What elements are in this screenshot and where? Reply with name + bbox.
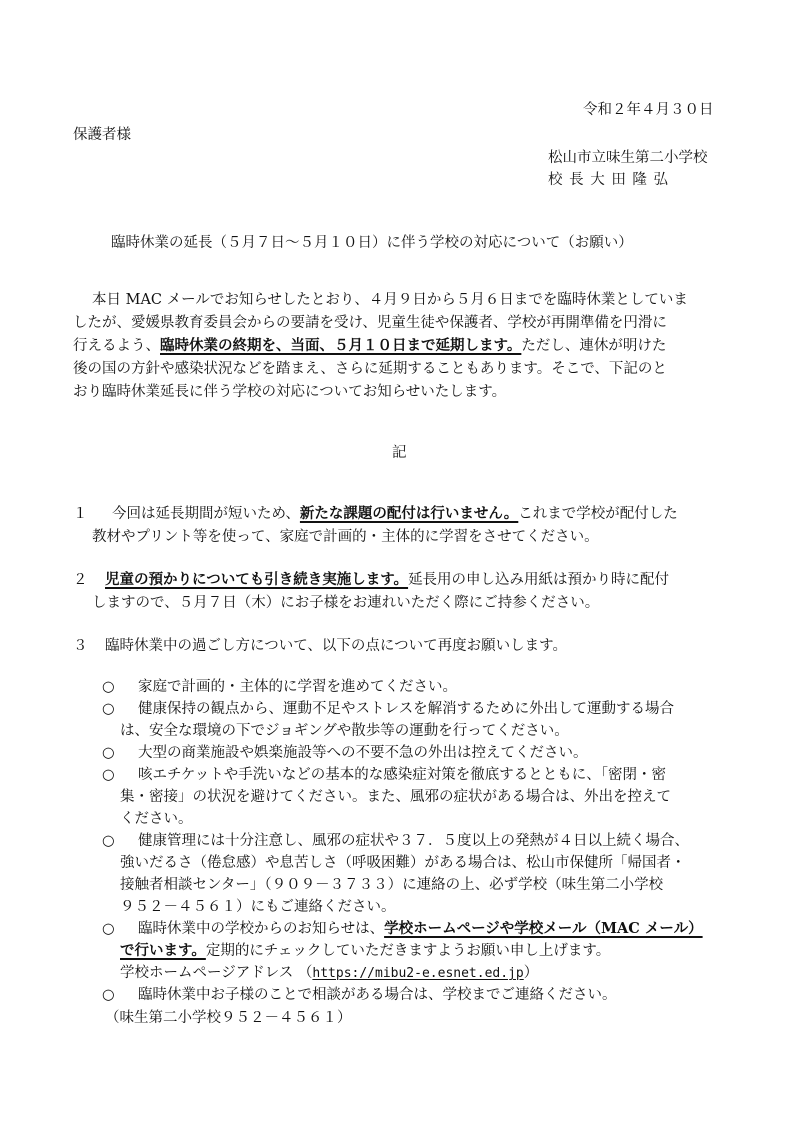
item3-text: 臨時休業中の過ごし方について、以下の点について再度お願いします。 (105, 638, 567, 654)
bullet-circle-icon: ○ (102, 767, 115, 783)
bullet5-line-2: 強いだるさ（倦怠感）や息苦しさ（呼吸困難）がある場合は、松山市保健所「帰国者・ (120, 855, 686, 871)
bullet-circle-icon: ○ (102, 833, 115, 849)
intro-line-3 (73, 336, 666, 356)
homepage-url-link[interactable]: https://mibu2-e.esnet.ed.jp (312, 966, 524, 981)
bullet7-line-2: （味生第二小学校９５２－４５６１） (105, 1010, 352, 1026)
issue-date: 令和２年４月３０日 (583, 102, 714, 118)
bullet6-pre: 臨時休業中の学校からのお知らせは、 (138, 921, 385, 937)
item1-number: １ (73, 506, 88, 522)
document-title: 臨時休業の延長（５月７日～５月１０日）に伴う学校の対応について（お願い） (111, 235, 633, 251)
bullet4-line-1: 咳エチケットや手洗いなどの基本的な感染症対策を徹底するとともに、「密閉・密 (138, 767, 666, 783)
homepage-open-paren: （ (297, 965, 313, 981)
intro-line-3-post: ただし、連休が明けた (521, 338, 667, 354)
item1-pre: 今回は延長期間が短いため、 (112, 506, 300, 522)
bullet-circle-icon: ○ (102, 701, 115, 717)
sender-principal: 校 長 大 田 隆 弘 (548, 172, 670, 188)
recipient: 保護者様 (73, 127, 131, 143)
homepage-close-paren: ） (523, 965, 539, 981)
bullet6-line-1 (138, 919, 703, 939)
sender-school: 松山市立味生第二小学校 (548, 150, 708, 166)
bullet-circle-icon: ○ (102, 679, 115, 695)
bullet4-line-3: ください。 (120, 811, 193, 827)
ki-heading: 記 (392, 445, 407, 461)
item1-line-1 (112, 504, 678, 524)
homepage-label: 学校ホームページアドレス (120, 965, 294, 981)
bullet6-post: 定期的にチェックしていただきますようお願い申し上げます。 (205, 943, 611, 959)
bullet6-line-2 (120, 941, 610, 961)
intro-line-5: おり臨時休業延長に伴う学校の対応についてお知らせいたします。 (73, 384, 507, 400)
intro-line-4: 後の国の方針や感染状況などを踏まえ、さらに延期することもあります。そこで、下記のと (73, 361, 667, 377)
item2-line-1 (105, 570, 669, 590)
bullet3-text: 大型の商業施設や娯楽施設等への不要不急の外出は控えてください。 (138, 745, 588, 761)
item3-number: ３ (73, 638, 88, 654)
bullet7-line-1: 臨時休業中お子様のことで相談がある場合は、学校までご連絡ください。 (138, 987, 617, 1003)
bullet6-emphasis-2: で行います。 (120, 942, 206, 959)
bullet-circle-icon: ○ (102, 987, 115, 1003)
intro-line-1: 本日 MAC メールでお知らせしたとおり、４月９日から５月６日までを臨時休業としていま (92, 292, 688, 308)
bullet-circle-icon: ○ (102, 745, 115, 761)
bullet5-line-3: 接触者相談センター」（９０９－３７３３）に連絡の上、必ず学校（味生第二小学校 (120, 877, 664, 893)
bullet5-line-1: 健康管理には十分注意し、風邪の症状や３７．５度以上の発熱が４日以上続く場合、 (138, 833, 689, 849)
intro-line-3-pre: 行えるよう、 (73, 338, 160, 354)
bullet5-line-4: ９５２－４５６１）にもご連絡ください。 (120, 899, 396, 915)
homepage-address-line (120, 963, 538, 984)
bullet6-emphasis-1: 学校ホームページや学校メール（MAC メール） (384, 920, 703, 937)
item1-post: これまで学校が配付した (518, 506, 678, 522)
bullet2-line-1: 健康保持の観点から、運動不足やストレスを解消するために外出して運動する場合 (138, 701, 675, 717)
bullet2-line-2: は、安全な環境の下でジョギングや散歩等の運動を行ってください。 (120, 723, 569, 739)
item2-number: ２ (73, 572, 88, 588)
item1-emphasis: 新たな課題の配付は行いません。 (299, 505, 519, 522)
item2-line-2: しますので、５月７日（木）にお子様をお連れいただく際にご持参ください。 (92, 595, 600, 611)
item1-line-2: 教材やプリント等を使って、家庭で計画的・主体的に学習をさせてください。 (92, 529, 599, 545)
intro-emphasis: 臨時休業の終期を、当面、５月１０日まで延期します。 (160, 337, 522, 354)
item2-post: 延長用の申し込み用紙は預かり時に配付 (408, 572, 670, 588)
item2-emphasis: 児童の預かりについても引き続き実施します。 (105, 571, 409, 588)
intro-line-2: したが、愛媛県教育委員会からの要請を受け、児童生徒や保護者、学校が再開準備を円滑に (73, 315, 667, 331)
bullet4-line-2: 集・密接」の状況を避けてください。また、風邪の症状がある場合は、外出を控えて (120, 789, 671, 805)
bullet-circle-icon: ○ (102, 921, 115, 937)
bullet1-text: 家庭で計画的・主体的に学習を進めてください。 (138, 679, 457, 695)
